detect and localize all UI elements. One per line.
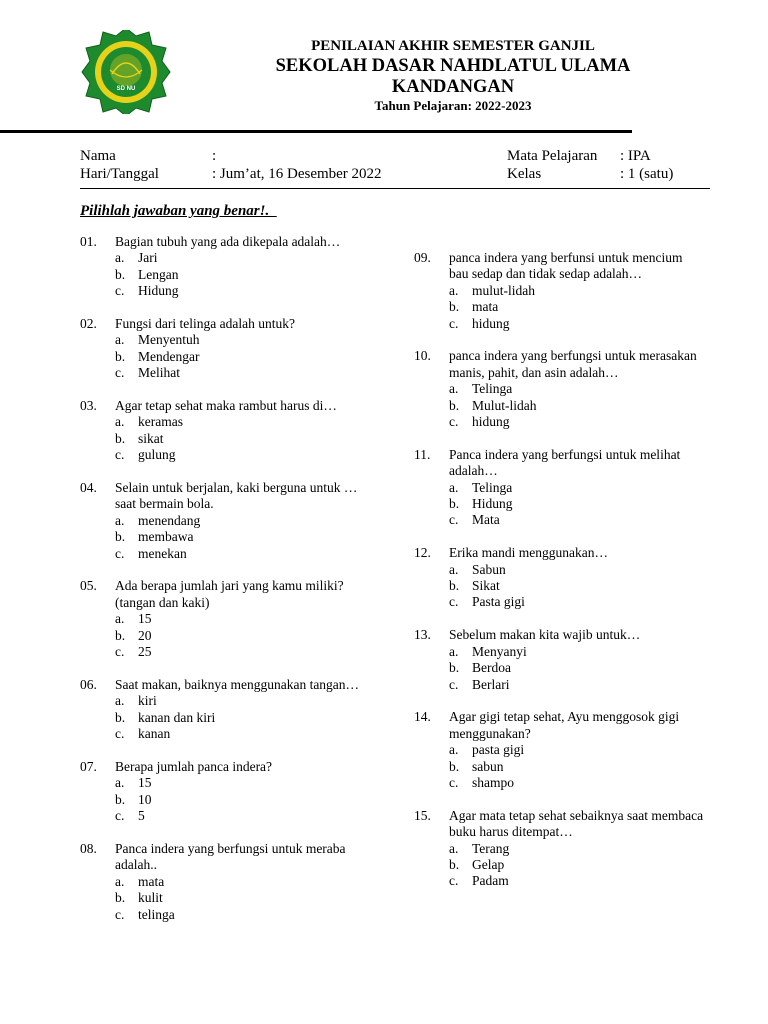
question-number: 01. — [80, 234, 97, 249]
option-letter: c. — [449, 873, 459, 889]
option-text: kanan dan kiri — [138, 709, 216, 725]
header-divider — [0, 130, 632, 133]
questions-right-column — [414, 250, 704, 906]
option-text: 15 — [138, 775, 152, 791]
option-text: shampo — [472, 774, 514, 790]
option-letter: c. — [115, 808, 125, 824]
answer-option[interactable] — [115, 611, 378, 627]
answer-option[interactable] — [449, 775, 704, 791]
option-text: telinga — [138, 906, 175, 922]
answer-option[interactable] — [115, 726, 378, 742]
question-item — [80, 578, 378, 660]
option-text: pasta gigi — [472, 742, 525, 758]
option-text: Melihat — [138, 365, 180, 381]
nama-label: Nama — [80, 148, 116, 164]
kelas-label: Kelas — [507, 166, 542, 182]
option-letter: a. — [115, 512, 125, 528]
option-text: Sikat — [472, 578, 500, 594]
option-text: Telinga — [472, 381, 513, 397]
question-text: Saat makan, baiknya menggunakan tangan… — [115, 676, 360, 692]
option-letter: c. — [449, 676, 459, 692]
option-letter: b. — [115, 529, 126, 545]
academic-year: Tahun Pelajaran: 2022-2023 — [374, 98, 532, 113]
option-letter: c. — [449, 315, 459, 331]
option-text: Lengan — [138, 266, 179, 282]
option-text: hidung — [472, 315, 510, 331]
option-letter: c. — [115, 447, 125, 463]
option-letter: c. — [115, 365, 125, 381]
option-text: sikat — [138, 430, 164, 446]
option-text: gulung — [138, 447, 176, 463]
answer-option[interactable] — [115, 529, 378, 545]
answer-option[interactable] — [449, 759, 704, 775]
option-text: Gelap — [472, 856, 505, 872]
answer-option[interactable] — [449, 644, 704, 660]
question-number: 11. — [414, 446, 431, 462]
option-text: Padam — [472, 873, 509, 889]
option-text: hidung — [472, 414, 510, 430]
option-text: kulit — [138, 890, 163, 906]
option-letter: a. — [449, 840, 459, 856]
answer-option[interactable] — [115, 775, 378, 791]
answer-option[interactable] — [115, 283, 378, 299]
question-item — [80, 759, 378, 825]
answer-option[interactable] — [115, 890, 378, 906]
info-divider — [80, 188, 710, 189]
answer-option[interactable] — [449, 398, 704, 414]
option-letter: b. — [449, 578, 460, 594]
option-text: menendang — [138, 512, 201, 528]
exam-title: PENILAIAN AKHIR SEMESTER GANJIL — [311, 38, 595, 54]
option-text: Pasta gigi — [472, 594, 525, 610]
option-letter: c. — [115, 906, 125, 922]
instruction: Pilihlah jawaban yang benar!. — [80, 203, 277, 219]
option-letter: b. — [449, 758, 460, 774]
question-number: 07. — [80, 758, 97, 774]
question-item — [80, 316, 378, 382]
question-item — [414, 545, 704, 611]
answer-option[interactable] — [449, 742, 704, 758]
answer-option[interactable] — [115, 414, 378, 430]
answer-option[interactable] — [115, 267, 378, 283]
option-letter: a. — [115, 693, 125, 709]
option-letter: b. — [449, 397, 460, 413]
kelas-value: : 1 (satu) — [620, 166, 674, 182]
option-text: mata — [472, 299, 499, 315]
answer-option[interactable] — [449, 299, 704, 315]
option-letter: b. — [115, 266, 126, 282]
option-text: 25 — [138, 644, 152, 660]
option-letter: b. — [449, 496, 460, 512]
option-letter: a. — [115, 250, 125, 266]
option-text: Menyentuh — [138, 332, 200, 348]
option-text: Hidung — [138, 283, 179, 299]
question-number: 15. — [414, 807, 431, 823]
option-text: kiri — [138, 693, 157, 709]
option-letter: c. — [115, 545, 125, 561]
question-item — [80, 398, 378, 464]
question-item — [414, 250, 704, 332]
option-letter: a. — [449, 643, 459, 659]
option-letter: c. — [115, 726, 125, 742]
option-text: mulut-lidah — [472, 282, 535, 298]
answer-option[interactable] — [449, 677, 704, 693]
question-number: 06. — [80, 676, 97, 692]
option-text: Sabun — [472, 561, 506, 577]
option-text: Berdoa — [472, 660, 511, 676]
option-letter: a. — [115, 611, 125, 627]
answer-option[interactable] — [115, 513, 378, 529]
question-text: Ada berapa jumlah jari yang kamu miliki? (tangan dan kaki) — [115, 578, 344, 610]
question-text: Panca indera yang berfungsi untuk meraba adalah.. — [115, 840, 346, 873]
option-letter: b. — [115, 709, 126, 725]
option-text: Terang — [472, 840, 510, 856]
question-number: 12. — [414, 545, 431, 561]
option-text: membawa — [138, 529, 194, 545]
option-text: 15 — [138, 611, 152, 627]
hari-value: : Jum’at, 16 Desember 2022 — [212, 166, 382, 182]
option-letter: b. — [115, 627, 126, 643]
question-text: panca indera yang berfunsi untuk mencium bau sedap dan tidak sedap adalah… — [449, 250, 683, 282]
answer-option[interactable] — [115, 365, 378, 381]
option-letter: c. — [449, 594, 459, 610]
question-number: 03. — [80, 398, 97, 414]
answer-option[interactable] — [449, 283, 704, 299]
option-letter: c. — [449, 414, 459, 430]
answer-option[interactable] — [449, 578, 704, 594]
answer-option[interactable] — [449, 316, 704, 332]
option-text: Jari — [138, 250, 158, 266]
answer-option[interactable] — [115, 792, 378, 808]
option-text: menekan — [138, 545, 187, 561]
option-letter: b. — [449, 856, 460, 872]
school-name: SEKOLAH DASAR NAHDLATUL ULAMA — [275, 56, 631, 76]
option-letter: c. — [115, 644, 125, 660]
option-letter: a. — [115, 414, 125, 430]
answer-option[interactable] — [449, 512, 704, 528]
answer-option[interactable] — [115, 693, 378, 709]
question-number: 08. — [80, 840, 97, 856]
mapel-label: Mata Pelajaran — [507, 148, 598, 164]
questions-left-column — [80, 234, 378, 939]
question-number: 05. — [80, 578, 97, 594]
option-letter: b. — [449, 299, 460, 315]
option-letter: b. — [449, 660, 460, 676]
answer-option[interactable] — [115, 332, 378, 348]
option-letter: a. — [449, 561, 459, 577]
option-letter: c. — [115, 283, 125, 299]
answer-option[interactable] — [449, 857, 704, 873]
option-letter: a. — [115, 873, 125, 889]
hari-label: Hari/Tanggal — [80, 166, 159, 182]
option-letter: a. — [115, 775, 125, 791]
option-text: Mata — [472, 512, 500, 528]
question-text: Selain untuk berjalan, kaki berguna untuk … saat bermain bola. — [115, 480, 358, 512]
answer-option[interactable] — [449, 660, 704, 676]
question-text: panca indera yang berfungsi untuk merasakan manis, pahit, dan asin adalah… — [449, 348, 697, 380]
option-text: sabun — [472, 758, 504, 774]
answer-option[interactable] — [115, 644, 378, 660]
option-text: kanan — [138, 726, 171, 742]
question-text: Panca indera yang berfungsi untuk melihat adalah… — [449, 446, 681, 479]
question-text: Erika mandi menggunakan… — [449, 545, 608, 561]
answer-option[interactable] — [115, 349, 378, 365]
answer-option[interactable] — [115, 546, 378, 562]
option-text: mata — [138, 873, 165, 889]
answer-option[interactable] — [449, 873, 704, 889]
answer-option[interactable] — [115, 250, 378, 266]
answer-option[interactable] — [115, 907, 378, 923]
answer-option[interactable] — [115, 874, 378, 890]
option-letter: b. — [115, 348, 126, 364]
option-letter: a. — [449, 381, 459, 397]
option-letter: b. — [115, 791, 126, 807]
nama-value: : — [212, 148, 217, 164]
mapel-value: : IPA — [620, 148, 651, 164]
answer-option[interactable] — [115, 628, 378, 644]
question-text: Fungsi dari telinga adalah untuk? — [115, 316, 295, 332]
answer-option[interactable] — [115, 431, 378, 447]
answer-option[interactable] — [449, 414, 704, 430]
question-number: 09. — [414, 250, 431, 265]
answer-option[interactable] — [115, 808, 378, 824]
question-item — [80, 234, 378, 300]
question-item — [414, 447, 704, 529]
option-text: Telinga — [472, 479, 513, 495]
question-number: 10. — [414, 348, 431, 364]
answer-option[interactable] — [449, 594, 704, 610]
question-text: Agar gigi tetap sehat, Ayu menggosok gigi menggunakan? — [449, 709, 680, 741]
option-letter: c. — [449, 774, 459, 790]
option-text: Menyanyi — [472, 643, 527, 659]
answer-option[interactable] — [115, 710, 378, 726]
question-number: 04. — [80, 480, 97, 496]
question-item — [414, 808, 704, 890]
option-text: keramas — [138, 414, 183, 430]
question-number: 13. — [414, 627, 431, 643]
option-letter: a. — [449, 742, 459, 758]
option-letter: b. — [115, 430, 126, 446]
question-number: 02. — [80, 316, 97, 332]
question-item — [80, 480, 378, 562]
option-letter: b. — [115, 890, 126, 906]
school-location: KANDANGAN — [391, 77, 515, 97]
question-text: Sebelum makan kita wajib untuk… — [449, 627, 641, 643]
answer-option[interactable] — [449, 496, 704, 512]
question-number: 14. — [414, 709, 431, 725]
answer-option[interactable] — [449, 562, 704, 578]
question-item — [414, 627, 704, 693]
svg-text:SD NU: SD NU — [116, 86, 136, 92]
option-letter: a. — [449, 282, 459, 298]
answer-option[interactable] — [115, 447, 378, 463]
option-letter: c. — [449, 512, 459, 528]
option-letter: a. — [115, 332, 125, 348]
question-text: Agar tetap sehat maka rambut harus di… — [115, 398, 337, 414]
option-text: 5 — [138, 808, 145, 824]
question-text: Bagian tubuh yang ada dikepala adalah… — [115, 234, 341, 249]
option-text: Hidung — [472, 496, 513, 512]
question-item — [414, 709, 704, 791]
option-text: Mendengar — [138, 348, 200, 364]
option-text: Berlari — [472, 676, 510, 692]
question-item — [414, 348, 704, 430]
option-text: 20 — [138, 627, 152, 643]
question-text: Berapa jumlah panca indera? — [115, 758, 273, 774]
option-text: Mulut-lidah — [472, 397, 537, 413]
question-item — [80, 841, 378, 923]
answer-option[interactable] — [449, 480, 704, 496]
answer-option[interactable] — [449, 841, 704, 857]
option-letter: a. — [449, 479, 459, 495]
question-text: Agar mata tetap sehat sebaiknya saat membaca buku harus ditempat… — [449, 807, 704, 840]
question-item — [80, 677, 378, 743]
option-text: 10 — [138, 791, 152, 807]
answer-option[interactable] — [449, 381, 704, 397]
